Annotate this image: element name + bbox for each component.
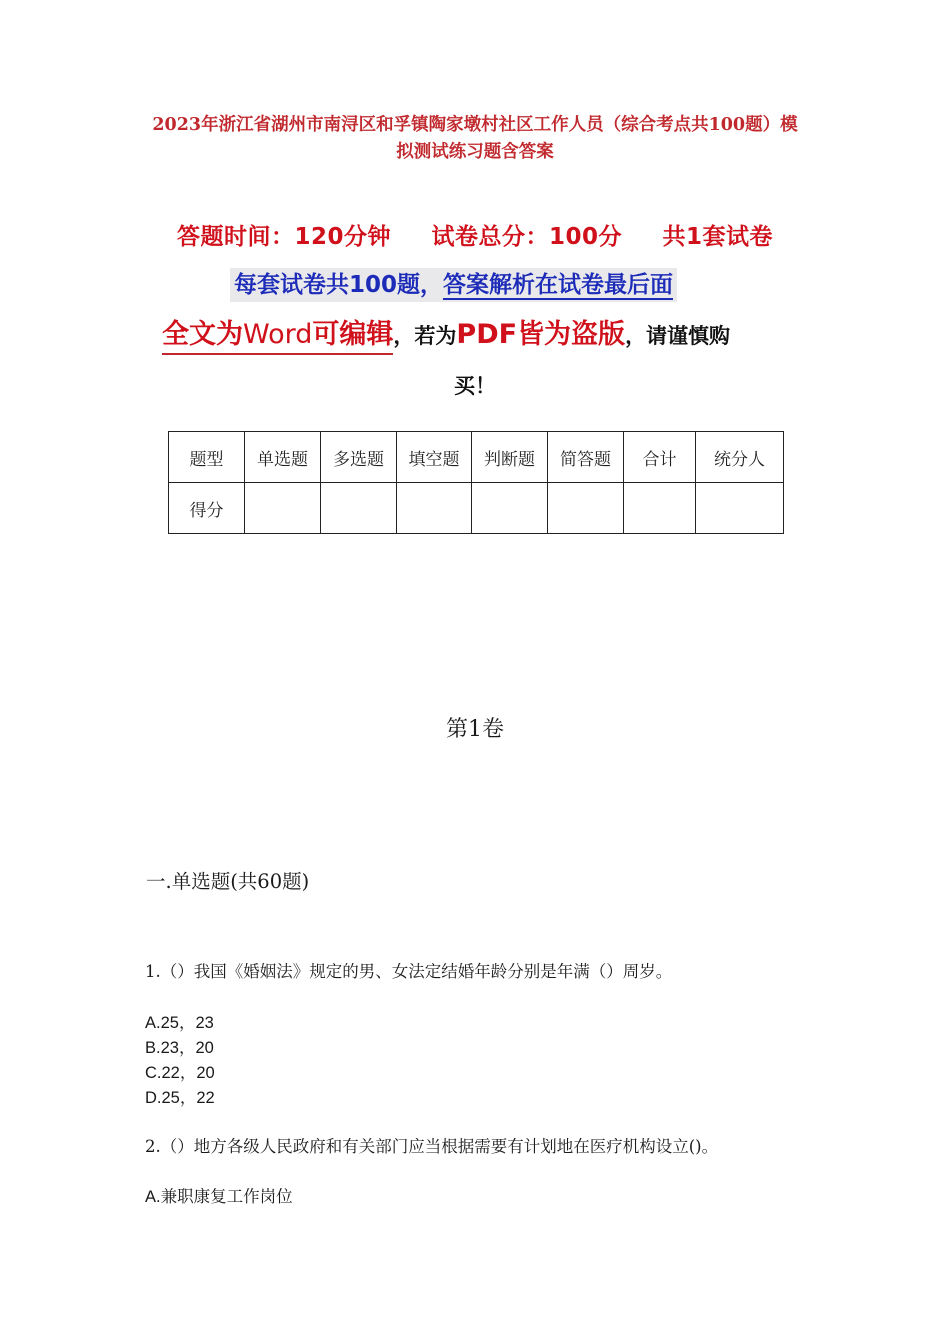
score-cell xyxy=(245,483,321,534)
answer-notice-part1: 每套试卷共100题， xyxy=(234,272,444,298)
exam-info-line xyxy=(0,218,950,251)
notice-word: Word xyxy=(243,319,313,350)
section-heading: 一.单选题(共60题) xyxy=(146,870,310,893)
question-2-option-a: A.兼职康复工作岗位 xyxy=(145,1188,293,1206)
header-cell: 合计 xyxy=(624,432,696,483)
score-table-header-row xyxy=(169,432,784,483)
score-cell xyxy=(624,483,696,534)
question-1-option-a: A.25，23 xyxy=(145,1014,214,1032)
row-label-cell: 得分 xyxy=(169,483,245,534)
score-cell xyxy=(397,483,472,534)
exam-total-score: 试卷总分：100分 xyxy=(431,224,622,250)
volume-heading: 第1卷 xyxy=(446,717,504,742)
question-2: 2.（）地方各级人民政府和有关部门应当根据需要有计划地在医疗机构设立()。 xyxy=(145,1137,719,1156)
score-table-score-row xyxy=(169,483,784,534)
notice-part8: 买！ xyxy=(454,374,496,398)
exam-set-count: 共1套试卷 xyxy=(662,224,774,250)
notice-part6: 皆为盗版 xyxy=(517,319,626,350)
question-1-option-c: C.22，20 xyxy=(145,1064,215,1082)
score-cell xyxy=(472,483,548,534)
notice-part7: ，请谨慎购 xyxy=(625,324,731,348)
answer-notice-part2: 答案解析在试卷最后面 xyxy=(443,272,674,298)
score-cell xyxy=(321,483,397,534)
document-title: 2023年浙江省湖州市南浔区和孚镇陶家墩村社区工作人员（综合考点共100题）模拟测试练习题含答案 xyxy=(152,115,798,162)
notice-part4: ，若为 xyxy=(393,324,457,348)
notice-part1: 全文为 xyxy=(162,319,243,350)
score-cell xyxy=(548,483,624,534)
header-cell: 判断题 xyxy=(472,432,548,483)
header-cell: 统分人 xyxy=(696,432,784,483)
score-cell xyxy=(696,483,784,534)
notice-pdf: PDF xyxy=(456,319,518,350)
header-cell: 填空题 xyxy=(397,432,472,483)
header-cell: 简答题 xyxy=(548,432,624,483)
header-cell: 单选题 xyxy=(245,432,321,483)
word-editable-underline xyxy=(162,312,393,355)
question-1-option-b: B.23，20 xyxy=(145,1039,214,1057)
header-cell: 题型 xyxy=(169,432,245,483)
question-1: 1.（）我国《婚姻法》规定的男、女法定结婚年龄分别是年满（）周岁。 xyxy=(145,962,673,981)
question-1-option-d: D.25，22 xyxy=(145,1089,215,1107)
notice-part3: 可编辑 xyxy=(312,319,394,350)
copyright-notice xyxy=(162,312,802,355)
score-table xyxy=(168,431,784,534)
answer-notice xyxy=(230,268,677,302)
header-cell: 多选题 xyxy=(321,432,397,483)
exam-time: 答题时间：120分钟 xyxy=(176,224,391,250)
